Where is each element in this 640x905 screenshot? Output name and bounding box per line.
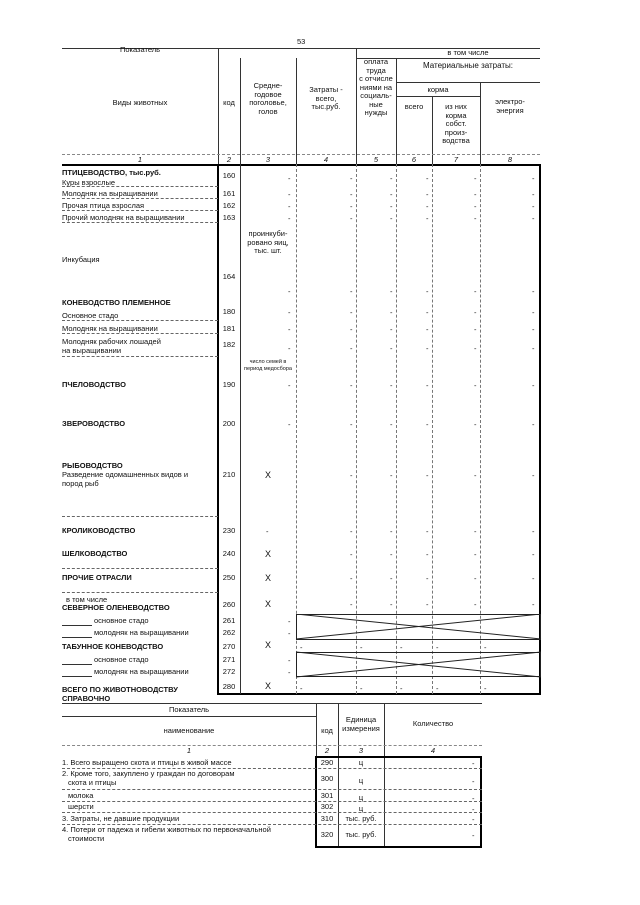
empty-dash: - [474, 287, 477, 296]
row-code: 160 [222, 171, 236, 180]
empty-dash: - [532, 381, 535, 390]
x-mark: X [264, 681, 271, 691]
ref-row-unit: тыс. руб. [345, 830, 377, 839]
empty-dash: - [426, 214, 429, 223]
row-label: РЫБОВОДСТВО [62, 461, 123, 470]
row-label: на выращивании [62, 346, 122, 355]
empty-dash: - [474, 381, 477, 390]
empty-dash: - [472, 805, 475, 814]
ref-col-num: 4 [430, 746, 436, 755]
empty-dash: - [426, 381, 429, 390]
empty-dash: - [390, 550, 393, 559]
row-label: ПЧЕЛОВОДСТВО [62, 380, 126, 389]
ref-col-num: 3 [358, 746, 364, 755]
empty-dash: - [360, 684, 363, 693]
header-feed-total: всего [404, 102, 424, 111]
col-num: 8 [507, 155, 513, 164]
ref-row-code: 301 [320, 791, 334, 800]
empty-dash: - [288, 617, 291, 626]
ref-header-quantity: Количество [412, 719, 454, 728]
empty-dash: - [474, 325, 477, 334]
empty-dash: - [390, 574, 393, 583]
empty-dash: - [426, 527, 429, 536]
ref-row-unit: тыс. руб. [345, 814, 377, 823]
empty-dash: - [288, 668, 291, 677]
header-feed: корма [427, 85, 449, 94]
row-code: 250 [222, 573, 236, 582]
row-code: 240 [222, 549, 236, 558]
row-label: молодняк на выращивании [94, 667, 189, 676]
row-label: ТАБУННОЕ КОНЕВОДСТВО [62, 642, 164, 651]
empty-dash: - [390, 527, 393, 536]
empty-dash: - [484, 684, 487, 693]
empty-dash: - [472, 759, 475, 768]
empty-dash: - [474, 550, 477, 559]
empty-dash: - [350, 325, 353, 334]
ref-row-code: 300 [320, 774, 334, 783]
row-label: Молодняк на выращивании [62, 189, 158, 198]
empty-dash: - [288, 629, 291, 638]
ref-row-label: 4. Потери от падежа и гибели животных по первоначальной [62, 825, 271, 834]
empty-dash: - [426, 308, 429, 317]
empty-dash: - [426, 287, 429, 296]
x-mark: X [264, 549, 271, 559]
empty-dash: - [474, 190, 477, 199]
empty-dash: - [426, 325, 429, 334]
empty-dash: - [390, 174, 393, 183]
empty-dash: - [532, 550, 535, 559]
ref-row-code: 302 [320, 802, 334, 811]
x-mark: X [264, 573, 271, 583]
empty-dash: - [532, 471, 535, 480]
empty-dash: - [532, 202, 535, 211]
empty-dash: - [474, 308, 477, 317]
empty-dash: - [426, 174, 429, 183]
empty-dash: - [474, 420, 477, 429]
empty-dash: - [390, 190, 393, 199]
row-label: ВСЕГО ПО ЖИВОТНОВОДСТВУ [62, 685, 178, 694]
row-label: Разведение одомашненных видов и [62, 470, 189, 479]
empty-dash: - [474, 600, 477, 609]
row-label: Молодняк на выращивании [62, 324, 158, 333]
ref-row-label: 2. Кроме того, закуплено у граждан по договорам [62, 769, 235, 778]
ref-col-num: 2 [324, 746, 330, 755]
ref-row-unit: ц [358, 776, 364, 785]
col-num: 5 [373, 155, 379, 164]
header-code: код [223, 98, 235, 107]
ref-header-name: наименование [163, 726, 215, 735]
row-code: 181 [222, 324, 236, 333]
ref-row-label: скота и птицы [68, 778, 117, 787]
ref-row-label: 3. Затраты, не давшие продукции [62, 814, 180, 823]
ref-row-unit: ц [358, 804, 364, 813]
empty-dash: - [350, 287, 353, 296]
row-label: Куры взрослые [62, 178, 116, 187]
row-label: Прочая птица взрослая [62, 201, 145, 210]
row-label: Прочий молодняк на выращивании [62, 213, 185, 222]
row-label: Основное стадо [62, 311, 119, 320]
empty-dash: - [288, 174, 291, 183]
row-label: в том числе [66, 595, 108, 604]
note-bee-families: число семей в период медосбора [244, 359, 292, 372]
empty-dash: - [390, 471, 393, 480]
row-label: ПТИЦЕВОДСТВО, тыс.руб. [62, 168, 161, 177]
empty-dash: - [288, 308, 291, 317]
row-label: пород рыб [62, 479, 99, 488]
row-code: 190 [222, 380, 236, 389]
empty-dash: - [300, 684, 303, 693]
row-code: 230 [222, 526, 236, 535]
ref-row-label: 1. Всего выращено скота и птицы в живой массе [62, 758, 232, 767]
row-code: 261 [222, 616, 236, 625]
empty-dash: - [426, 550, 429, 559]
empty-dash: - [532, 344, 535, 353]
empty-dash: - [426, 344, 429, 353]
empty-dash: - [288, 214, 291, 223]
empty-dash: - [350, 550, 353, 559]
empty-dash: - [288, 656, 291, 665]
empty-dash: - [426, 574, 429, 583]
row-label: КРОЛИКОВОДСТВО [62, 526, 136, 535]
x-mark: X [264, 640, 271, 650]
row-code: 280 [222, 682, 236, 691]
row-label: Молодняк рабочих лошадей [62, 337, 161, 346]
empty-dash: - [350, 527, 353, 536]
row-code: 164 [222, 272, 236, 281]
row-label: основное стадо [94, 616, 149, 625]
col-num: 7 [453, 155, 459, 164]
empty-dash: - [266, 527, 269, 536]
header-electricity: электро- энергия [495, 97, 525, 115]
empty-dash: - [474, 174, 477, 183]
empty-dash: - [400, 643, 403, 652]
empty-dash: - [532, 214, 535, 223]
empty-dash: - [474, 574, 477, 583]
empty-dash: - [484, 643, 487, 652]
header-indicator: Показатель [119, 45, 161, 54]
empty-dash: - [288, 381, 291, 390]
empty-dash: - [350, 344, 353, 353]
empty-dash: - [390, 214, 393, 223]
page-number: 53 [297, 37, 306, 46]
empty-dash: - [350, 574, 353, 583]
ref-row-label: молока [68, 791, 94, 800]
ref-header-unit: Единица измерения [342, 715, 380, 733]
empty-dash: - [390, 344, 393, 353]
header-material-costs: Материальные затраты: [422, 61, 514, 70]
ref-header-code: код [321, 726, 333, 735]
empty-dash: - [288, 190, 291, 199]
note-incubated: проинкуби- ровано яиц, тыс. шт. [247, 229, 289, 255]
row-label: молодняк на выращивании [94, 628, 189, 637]
empty-dash: - [426, 471, 429, 480]
ref-row-code: 290 [320, 758, 334, 767]
empty-dash: - [350, 202, 353, 211]
empty-dash: - [350, 190, 353, 199]
empty-dash: - [350, 381, 353, 390]
empty-dash: - [472, 794, 475, 803]
header-avg-livestock: Средне- годовое поголовье, голов [249, 81, 287, 116]
cross-out-marks [296, 614, 542, 678]
empty-dash: - [390, 325, 393, 334]
col-num: 3 [265, 155, 271, 164]
row-code: 260 [222, 600, 236, 609]
empty-dash: - [532, 527, 535, 536]
row-code: 163 [222, 213, 236, 222]
empty-dash: - [350, 420, 353, 429]
empty-dash: - [288, 202, 291, 211]
empty-dash: - [288, 325, 291, 334]
ref-row-unit: ц [358, 758, 364, 767]
col-num: 6 [411, 155, 417, 164]
empty-dash: - [360, 643, 363, 652]
row-label: КОНЕВОДСТВО ПЛЕМЕННОЕ [62, 298, 171, 307]
ref-header-indicator: Показатель [168, 705, 210, 714]
row-label: ПРОЧИЕ ОТРАСЛИ [62, 573, 132, 582]
empty-dash: - [474, 202, 477, 211]
header-animal-types: Виды животных [112, 98, 168, 107]
empty-dash: - [288, 344, 291, 353]
empty-dash: - [532, 600, 535, 609]
empty-dash: - [288, 420, 291, 429]
row-code: 262 [222, 628, 236, 637]
col-num: 1 [137, 155, 143, 164]
row-code: 200 [222, 419, 236, 428]
empty-dash: - [474, 527, 477, 536]
empty-dash: - [350, 174, 353, 183]
empty-dash: - [426, 190, 429, 199]
empty-dash: - [390, 381, 393, 390]
empty-dash: - [436, 684, 439, 693]
empty-dash: - [532, 287, 535, 296]
x-mark: X [264, 599, 271, 609]
empty-dash: - [474, 471, 477, 480]
header-including: в том числе [447, 48, 489, 57]
empty-dash: - [350, 214, 353, 223]
empty-dash: - [474, 214, 477, 223]
empty-dash: - [426, 600, 429, 609]
row-label: ЗВЕРОВОДСТВО [62, 419, 126, 428]
empty-dash: - [390, 420, 393, 429]
row-code: 272 [222, 667, 236, 676]
empty-dash: - [350, 600, 353, 609]
header-labor: оплата труда с отчисле ниями на социаль- ные нужды [359, 57, 393, 117]
x-mark: X [264, 470, 271, 480]
row-code: 180 [222, 307, 236, 316]
empty-dash: - [426, 202, 429, 211]
empty-dash: - [288, 287, 291, 296]
empty-dash: - [390, 202, 393, 211]
empty-dash: - [472, 831, 475, 840]
empty-dash: - [426, 420, 429, 429]
empty-dash: - [350, 308, 353, 317]
ref-row-unit: ц [358, 793, 364, 802]
row-code: 182 [222, 340, 236, 349]
header-costs-total: Затраты - всего, тыс.руб. [309, 85, 343, 111]
empty-dash: - [532, 574, 535, 583]
empty-dash: - [300, 643, 303, 652]
empty-dash: - [390, 287, 393, 296]
empty-dash: - [400, 684, 403, 693]
empty-dash: - [472, 777, 475, 786]
empty-dash: - [474, 344, 477, 353]
col-num: 4 [323, 155, 329, 164]
row-code: 270 [222, 642, 236, 651]
ref-row-label: стоимости [68, 834, 105, 843]
empty-dash: - [532, 190, 535, 199]
empty-dash: - [532, 325, 535, 334]
empty-dash: - [350, 471, 353, 480]
row-code: 161 [222, 189, 236, 198]
row-label: основное стадо [94, 655, 149, 664]
empty-dash: - [532, 174, 535, 183]
ref-col-num: 1 [186, 746, 192, 755]
row-label: Инкубация [62, 255, 100, 264]
row-label: СЕВЕРНОЕ ОЛЕНЕВОДСТВО [62, 603, 170, 612]
empty-dash: - [532, 308, 535, 317]
reference-title: СПРАВОЧНО [62, 694, 111, 703]
empty-dash: - [390, 600, 393, 609]
ref-row-code: 320 [320, 830, 334, 839]
empty-dash: - [436, 643, 439, 652]
ref-row-label: шерсти [68, 802, 94, 811]
empty-dash: - [390, 308, 393, 317]
col-num: 2 [226, 155, 232, 164]
row-code: 271 [222, 655, 236, 664]
empty-dash: - [532, 420, 535, 429]
row-code: 210 [222, 470, 236, 479]
row-code: 162 [222, 201, 236, 210]
header-own-feed: из них корма собст. произ- водства [442, 102, 470, 145]
row-label: ШЕЛКОВОДСТВО [62, 549, 128, 558]
ref-row-code: 310 [320, 814, 334, 823]
empty-dash: - [472, 815, 475, 824]
